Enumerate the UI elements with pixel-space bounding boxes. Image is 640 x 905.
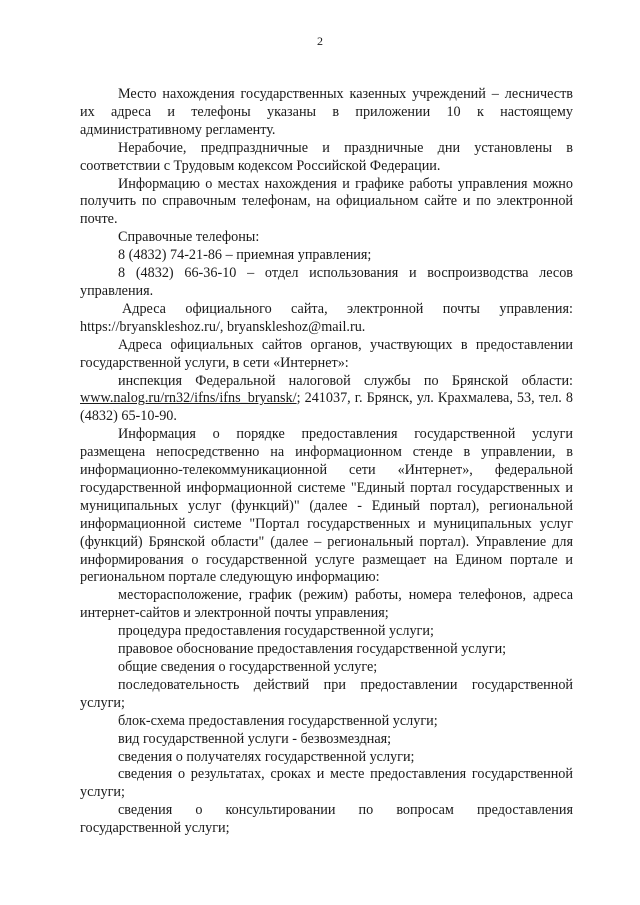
list-item: сведения о получателях государственной услуги; bbox=[118, 748, 415, 765]
paragraph-phone-forests: 8 (4832) 66-36-10 – отдел использования и воспроизводства лесов управления. bbox=[80, 265, 573, 299]
list-item: блок-схема предоставления государственной услуги; bbox=[118, 712, 438, 729]
list-item: вид государственной услуги - безвозмездная; bbox=[118, 730, 392, 747]
paragraph-order-info: Информация о порядке предоставления государственной услуги размещена непосредственно на информационном стенде в управлении, в информационно-телекоммуникационной сети «Интернет», федеральной государственной информационной системе "Единый портал государственных и муниципальных услуг (функций)" (далее - Единый портал), региональной информационной системе "Портал государственных и муниципальных услуг (функций) Брянской области" (далее – региональный портал). Управление для информирования о государственной услуге размещает на Едином портале и региональном портале следующую информацию: bbox=[80, 426, 573, 586]
paragraph-addresses: Адреса официального сайта, электронной почты управления: https://bryanskleshoz.ru/, bryanskleshoz@mail.ru. bbox=[80, 300, 573, 335]
list-item: правовое обоснование предоставления государственной услуги; bbox=[118, 641, 507, 658]
list-item: сведения о результатах, сроках и месте предоставления государственной услуги; bbox=[80, 766, 573, 801]
paragraph-phones-heading: Справочные телефоны: bbox=[118, 229, 260, 246]
list-item: последовательность действий при предоставлении государственной услуги; bbox=[80, 676, 573, 711]
tax-inspection-address: ; 241037, г. Брянск, ул. Крахмалева, 53, тел. 8 (4832) 65-10-90. bbox=[80, 390, 573, 425]
tax-inspection-link[interactable]: www.nalog.ru/rn32/ifns/ifns_bryansk/ bbox=[80, 390, 297, 407]
list-item: сведения о консультировании по вопросам предоставления государственной услуги; bbox=[80, 802, 573, 837]
paragraph-org-sites: Адреса официальных сайтов органов, участвующих в предоставлении государственной услуги, в сети «Интернет»: bbox=[80, 336, 573, 371]
list-item: месторасположение, график (режим) работы, номера телефонов, адреса интернет-сайтов и электронной почты управления; bbox=[80, 587, 573, 622]
paragraph-location: Место нахождения государственных казенных учреждений – лесничеств их адреса и телефоны указаны в приложении 10 к настоящему административному регламенту. bbox=[80, 86, 573, 138]
document-body bbox=[80, 86, 573, 838]
list-item: общие сведения о государственной услуге; bbox=[118, 659, 378, 675]
paragraph-tax-inspection bbox=[80, 373, 573, 427]
paragraph-phone-reception: 8 (4832) 74-21-86 – приемная управления; bbox=[118, 247, 372, 264]
tax-inspection-text: инспекция Федеральной налоговой службы по Брянской области: bbox=[118, 372, 573, 389]
paragraph-holidays: Нерабочие, предпраздничные и праздничные дни установлены в соответствии с Трудовым кодексом Российской Федерации. bbox=[80, 139, 573, 174]
page-number: 2 bbox=[317, 34, 323, 48]
paragraph-info-where: Информацию о местах нахождения и графике работы управления можно получить по справочным телефонам, на официальном сайте и по электронной почте. bbox=[80, 175, 573, 228]
list-item: процедура предоставления государственной услуги; bbox=[118, 623, 434, 640]
